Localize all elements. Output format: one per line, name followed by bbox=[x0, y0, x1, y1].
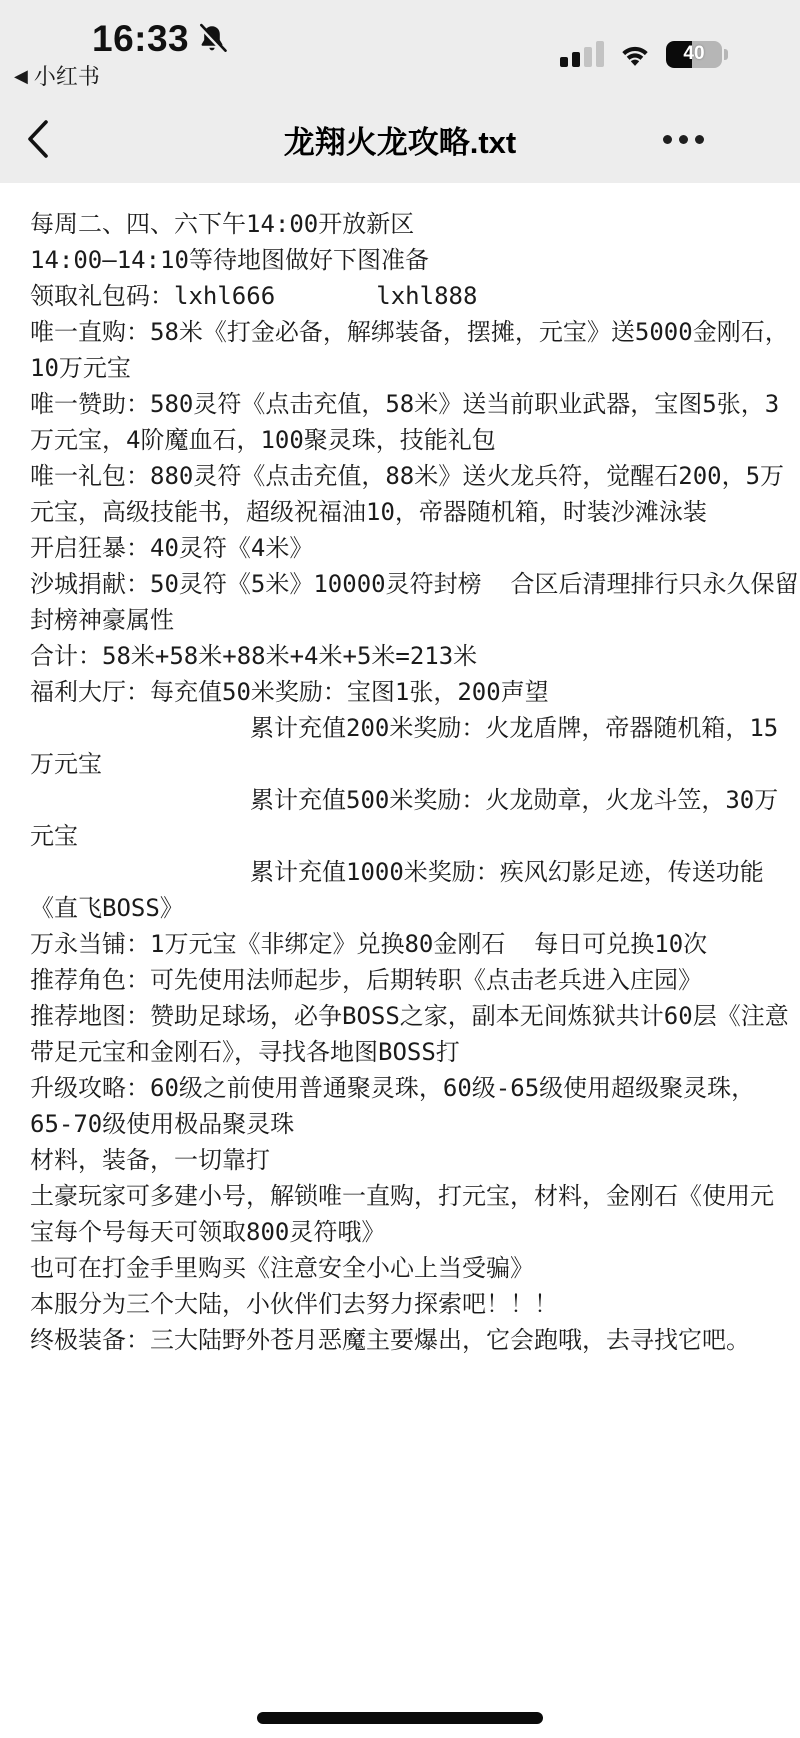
text-line: 元宝 bbox=[30, 822, 78, 850]
text-line: 带足元宝和金刚石》，寻找各地图BOSS打 bbox=[30, 1038, 460, 1066]
text-line: 每周二、四、六下午14:00开放新区 bbox=[30, 210, 415, 238]
page-title: 龙翔火龙攻略.txt bbox=[283, 124, 517, 160]
text-line: 10万元宝 bbox=[30, 354, 131, 382]
mute-bell-slash-icon bbox=[195, 22, 229, 56]
status-time: 16:33 bbox=[92, 18, 190, 59]
text-line: 推荐地图：赞助足球场，必争BOSS之家，副本无间炼狱共计60层《注意 bbox=[30, 1002, 789, 1030]
text-line: 万永当铺：1万元宝《非绑定》兑换80金刚石 每日可兑换10次 bbox=[30, 930, 708, 958]
text-line: 推荐角色：可先使用法师起步，后期转职《点击老兵进入庄园》 bbox=[30, 966, 702, 994]
text-line: 累计充值500米奖励：火龙勋章，火龙斗笠，30万 bbox=[250, 786, 779, 814]
text-line: 万元宝，4阶魔血石，100聚灵珠，技能礼包 bbox=[30, 426, 496, 454]
text-line: 升级攻略：60级之前使用普通聚灵珠，60级-65级使用超级聚灵珠， bbox=[30, 1074, 756, 1102]
more-menu-button[interactable] bbox=[663, 123, 704, 155]
text-line: 万元宝 bbox=[30, 750, 102, 778]
back-app-name: 小红书 bbox=[33, 64, 100, 89]
text-line: 宝每个号每天可领取800灵符哦》 bbox=[30, 1218, 386, 1246]
back-button[interactable] bbox=[22, 117, 66, 161]
text-line: 唯一礼包：880灵符《点击充值，88米》送火龙兵符，觉醒石200，5万 bbox=[30, 462, 785, 490]
home-indicator[interactable] bbox=[257, 1712, 543, 1724]
text-line: 元宝，高级技能书，超级祝福油10，帝器随机箱，时装沙滩泳装 bbox=[30, 498, 707, 526]
text-line: 沙城捐献：50灵符《5米》10000灵符封榜 合区后清理排行只永久保留 bbox=[30, 570, 799, 598]
dot-icon bbox=[695, 135, 704, 144]
text-line: 唯一直购：58米《打金必备，解绑装备，摆摊，元宝》送5000金刚石， bbox=[30, 318, 789, 346]
back-triangle-icon: ◀ bbox=[14, 65, 28, 86]
text-line: 封榜神豪属性 bbox=[30, 606, 174, 634]
dot-icon bbox=[663, 135, 672, 144]
battery-nub bbox=[724, 49, 728, 60]
header bbox=[0, 0, 800, 183]
text-line: 领取礼包码：lxhl666 lxhl888 bbox=[30, 282, 478, 310]
text-line: 14:00—14:10等待地图做好下图准备 bbox=[30, 246, 429, 274]
text-line: 65-70级使用极品聚灵珠 bbox=[30, 1110, 295, 1138]
text-line: 累计充值1000米奖励：疾风幻影足迹，传送功能 bbox=[250, 858, 764, 886]
status-time-group bbox=[92, 18, 229, 60]
wifi-icon bbox=[617, 40, 653, 68]
text-line: 终极装备：三大陆野外苍月恶魔主要爆出，它会跑哦，去寻找它吧。 bbox=[30, 1326, 750, 1354]
text-line: 材料，装备，一切靠打 bbox=[30, 1146, 270, 1174]
document-content[interactable] bbox=[0, 183, 800, 1358]
text-line: 唯一赞助：580灵符《点击充值，58米》送当前职业武器，宝图5张，3 bbox=[30, 390, 780, 418]
text-line: 也可在打金手里购买《注意安全小心上当受骗》 bbox=[30, 1254, 534, 1282]
text-line: 《直飞BOSS》 bbox=[30, 894, 184, 922]
nav-bar bbox=[0, 95, 800, 183]
battery-percent: 40 bbox=[683, 43, 705, 64]
text-line: 福利大厅：每充值50米奖励：宝图1张，200声望 bbox=[30, 678, 549, 706]
dot-icon bbox=[679, 135, 688, 144]
back-to-app-indicator[interactable] bbox=[14, 60, 100, 91]
text-line: 本服分为三个大陆，小伙伴们去努力探索吧！！！ bbox=[30, 1290, 558, 1318]
text-line: 合计：58米+58米+88米+4米+5米=213米 bbox=[30, 642, 478, 670]
status-icons-group bbox=[560, 40, 728, 68]
text-line: 土豪玩家可多建小号，解锁唯一直购，打元宝，材料，金刚石《使用元 bbox=[30, 1182, 774, 1210]
text-line: 开启狂暴：40灵符《4米》 bbox=[30, 534, 314, 562]
chevron-left-icon bbox=[22, 118, 52, 160]
cellular-signal-icon bbox=[560, 41, 604, 67]
text-line: 累计充值200米奖励：火龙盾牌，帝器随机箱，15 bbox=[250, 714, 779, 742]
battery-icon bbox=[666, 41, 728, 68]
